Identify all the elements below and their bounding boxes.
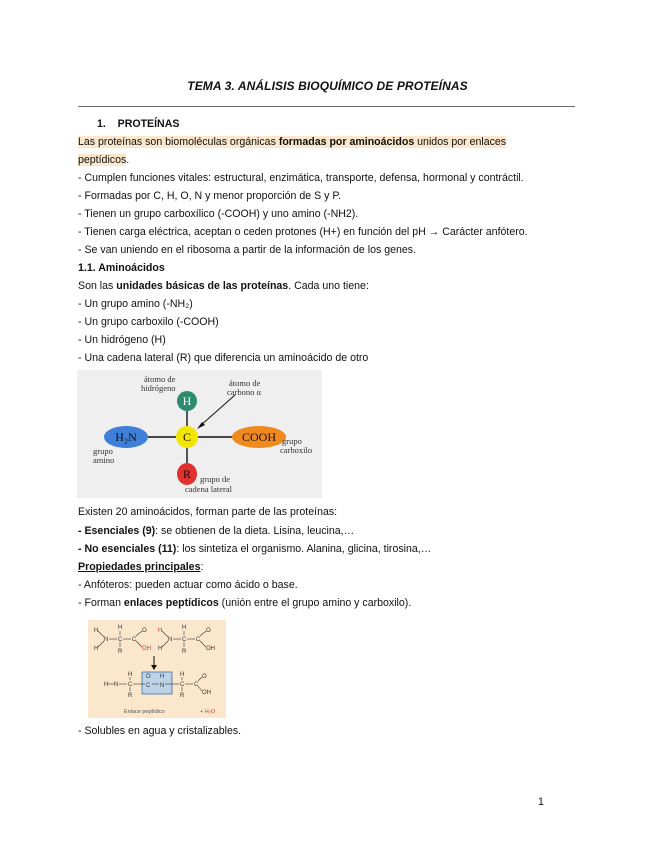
- carboxyl-label-line2: carboxilo: [280, 445, 313, 455]
- atom-text: N: [168, 637, 173, 643]
- aa-intro-a: Son las: [78, 280, 117, 292]
- peptide-bond-diagram: [88, 620, 226, 718]
- bullet-item: - Formadas por C, H, O, N y menor proporción de S y P.: [78, 190, 341, 202]
- bullet-item: - Cumplen funciones vitales: estructural, enzimática, transporte, defensa, hormonal y contráctil.: [78, 172, 524, 184]
- bullet-item: - Tienen carga eléctrica, aceptan o ceden protones (H+) en función del pH → Carácter anfótero.: [78, 226, 528, 238]
- atom-text: R: [182, 649, 187, 655]
- atom-text: H: [180, 672, 185, 678]
- carboxyl-group-symbol: COOH: [241, 430, 277, 444]
- prop2-text-a: - Forman: [78, 597, 124, 609]
- amino-label-line1: grupo: [93, 446, 113, 456]
- atom-text: O: [202, 674, 207, 680]
- atom-text: H: [118, 625, 123, 631]
- atom-text: H: [158, 646, 163, 652]
- carbon-label-line1: átomo de: [229, 378, 261, 388]
- intro-paragraph-line1: [78, 135, 506, 149]
- atom-text: R: [118, 649, 123, 655]
- water-label: + H₂O: [200, 709, 216, 715]
- hydrogen-label-line1: átomo de: [144, 374, 176, 384]
- atom-text: O: [142, 628, 147, 634]
- atom-text: H: [182, 625, 187, 631]
- properties-colon: :: [200, 561, 204, 573]
- bullet-item: - Una cadena lateral (R) que diferencia un aminoácido de otro: [78, 352, 369, 364]
- intro-text-a: Las proteínas son biomoléculas orgánicas: [78, 136, 279, 148]
- prop2-text-c: (unión entre el grupo amino y carboxilo).: [218, 597, 412, 609]
- carbon-symbol: C: [182, 430, 192, 444]
- amino-label-line2: amino: [93, 455, 115, 465]
- atom-text: N: [114, 682, 119, 688]
- subsection-heading-aminoacidos: 1.1. Aminoácidos: [78, 262, 165, 274]
- aminoacid-intro: [78, 279, 369, 293]
- carboxyl-label-line1: grupo: [282, 436, 302, 446]
- atom-text: OH: [142, 646, 151, 652]
- atom-text: H: [94, 646, 99, 652]
- bullet-item: - Un grupo amino (-NH₂): [78, 298, 193, 310]
- peptide-bond-figure: [88, 620, 226, 718]
- atom-text: H: [158, 628, 163, 634]
- amino-group-symbol: H₂N: [115, 430, 137, 444]
- properties-heading: [78, 560, 203, 574]
- properties-heading-text: Propiedades principales: [78, 561, 201, 573]
- atom-text: C: [182, 637, 187, 643]
- esenciales-text: : se obtienen de la dieta. Lisina, leucina,…: [155, 525, 355, 537]
- no-esenciales-label: - No esenciales (11): [78, 543, 177, 555]
- bullet-item: - Un hidrógeno (H): [78, 334, 166, 346]
- atom-text: C: [118, 637, 123, 643]
- page-title: TEMA 3. ANÁLISIS BIOQUÍMICO DE PROTEÍNAS: [187, 79, 468, 93]
- atom-text: C: [128, 682, 133, 688]
- atom-text: O: [206, 628, 211, 634]
- aminoacid-diagram: [77, 370, 322, 498]
- intro-paragraph-line2: [78, 153, 129, 167]
- bullet-item: - Un grupo carboxilo (-COOH): [78, 316, 219, 328]
- atom-text: OH: [202, 690, 211, 696]
- r-label-line2: cadena lateral: [185, 484, 232, 494]
- atom-text: H: [128, 672, 133, 678]
- arrow-line: [200, 395, 235, 426]
- atom-text: C: [132, 637, 137, 643]
- no-esenciales-text: : los sintetiza el organismo. Alanina, glicina, tirosina,…: [176, 543, 432, 555]
- property-item-peptide: [78, 596, 411, 610]
- atom-text: R: [128, 693, 133, 699]
- r-group-symbol: R: [182, 467, 192, 481]
- no-esenciales-line: [78, 542, 431, 556]
- atom-text: H: [104, 682, 109, 688]
- page-number: 1: [538, 796, 544, 808]
- intro-text-d: peptídicos: [78, 154, 127, 166]
- title-divider: [78, 106, 575, 107]
- reaction-arrow-icon: [151, 665, 157, 670]
- heading-text: PROTEÍNAS: [117, 118, 180, 130]
- atom-text: C: [180, 682, 185, 688]
- esenciales-line: [78, 524, 354, 538]
- atom-text: O: [146, 674, 151, 680]
- aa-intro-bold: unidades básicas de las proteínas: [116, 280, 289, 292]
- section-heading-proteinas: [97, 117, 179, 131]
- atom-text: R: [180, 693, 185, 699]
- bullet-item: - Se van uniendo en el ribosoma a partir de la información de los genes.: [78, 244, 417, 256]
- intro-text-c: unidos por enlaces: [414, 136, 507, 148]
- property-item: - Anfóteros: pueden actuar como ácido o base.: [78, 579, 298, 591]
- esenciales-label: - Esenciales (9): [78, 525, 156, 537]
- bullet-item: - Tienen un grupo carboxílico (-COOH) y uno amino (-NH2).: [78, 208, 359, 220]
- atom-text: H: [160, 674, 165, 680]
- atom-text: C: [194, 682, 199, 688]
- atom-text: N: [160, 683, 165, 689]
- atom-text: C: [146, 683, 151, 689]
- atom-text: N: [104, 637, 109, 643]
- r-label-line1: grupo de: [200, 474, 230, 484]
- aminoacid-structure-figure: [77, 370, 322, 498]
- intro-text-bold: formadas por aminoácidos: [278, 136, 415, 148]
- atom-text: OH: [206, 646, 215, 652]
- carbon-label-line2: carbono α: [227, 387, 261, 397]
- hydrogen-label-line2: hidrógeno: [141, 383, 176, 393]
- property-item: - Solubles en agua y cristalizables.: [78, 725, 242, 737]
- aa-intro-c: . Cada uno tiene:: [288, 280, 369, 292]
- aminoacid-count-line: Existen 20 aminoácidos, forman parte de las proteínas:: [78, 506, 338, 518]
- heading-number: 1.: [97, 118, 106, 130]
- hydrogen-symbol: H: [182, 394, 192, 408]
- peptide-bond-caption: Enlace peptídico: [124, 709, 165, 715]
- atom-text: H: [94, 628, 99, 634]
- prop2-text-bold: enlaces peptídicos: [123, 597, 219, 609]
- atom-text: C: [196, 637, 201, 643]
- intro-text-e: .: [126, 154, 130, 166]
